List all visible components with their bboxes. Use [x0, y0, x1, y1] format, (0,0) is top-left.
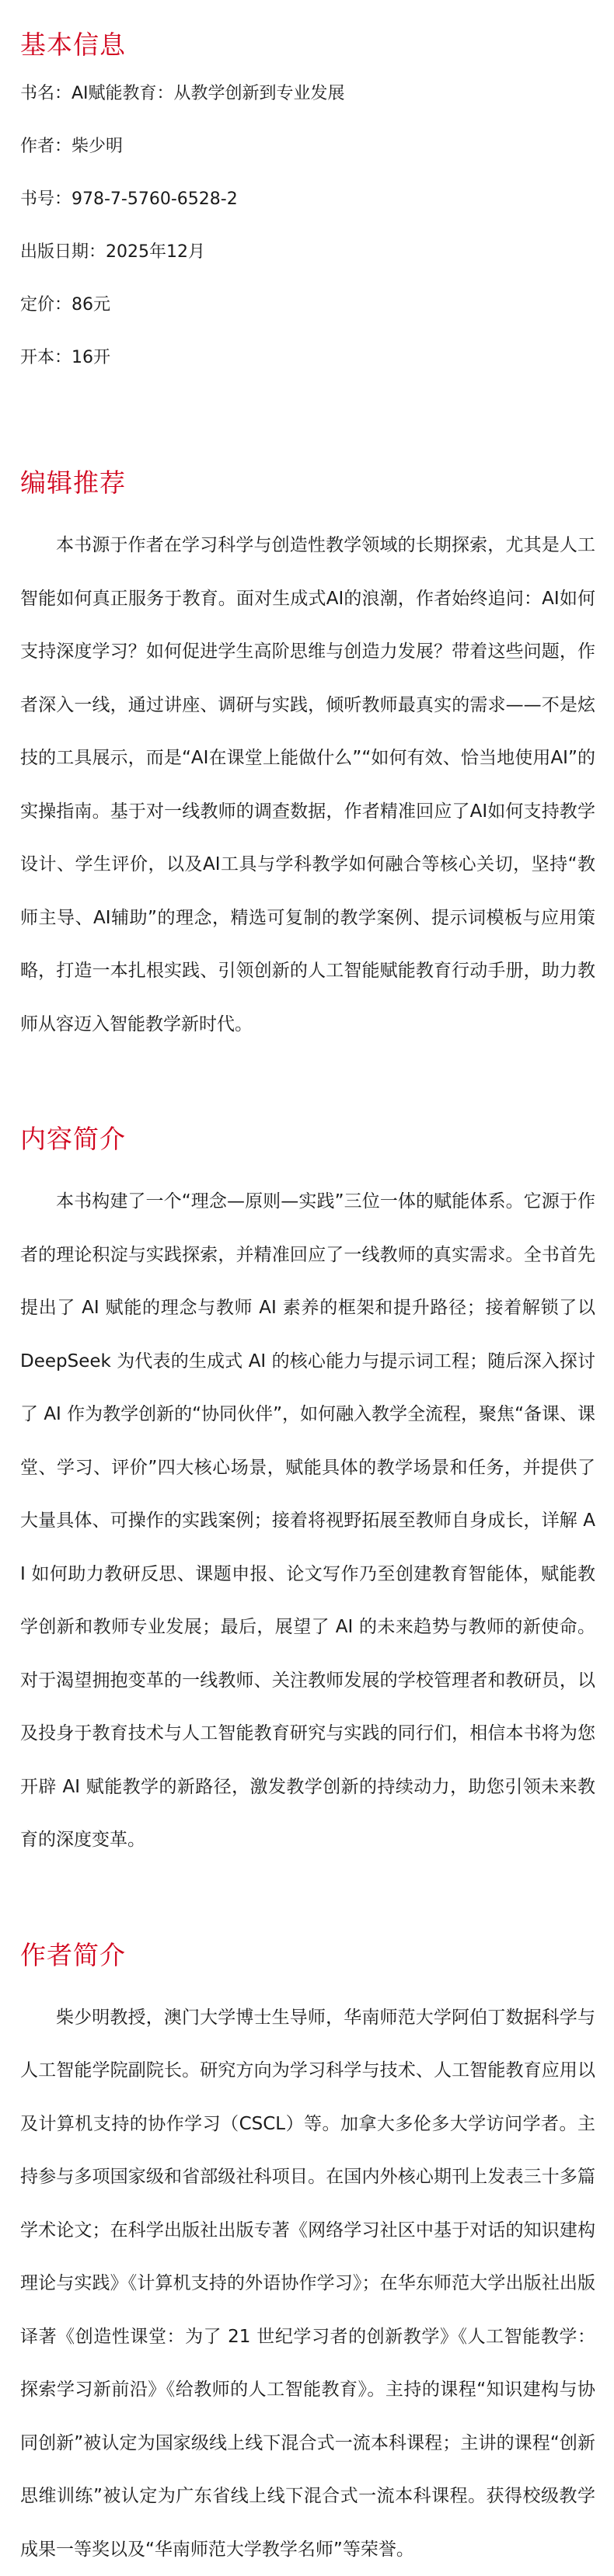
format-line: 开本：16开 — [20, 345, 595, 371]
price-line: 定价：86元 — [20, 292, 595, 318]
author-intro-section — [20, 1940, 595, 2576]
editor-recommendation-heading: 编辑推荐 — [20, 468, 595, 499]
section-spacer — [20, 1867, 595, 1926]
editor-recommendation-text: 本书源于作者在学习科学与创造性教学领域的长期探索，尤其是人工智能如何真正服务于教育。面对生成式AI的浪潮，作者始终追问：AI如何支持深度学习？如何促进学生高阶思维与创造力发展？带着这些问题，作者深入一线，通过讲座、调研与实践，倾听教师最真实的需求——不是炫技的工具展示，而是“AI在课堂上能做什么”“如何有效、恰当地使用AI”的实操指南。基于对一线教师的调查数据，作者精准回应了AI如何支持教学设计、学生评价，以及AI工具与学科教学如何融合等核心关切，坚持“教师主导、AI辅助”的理念，精选可复制的教学案例、提示词模板与应用策略，打造一本扎根实践、引领创新的人工智能赋能教育行动手册，助力教师从容迈入智能教学新时代。 — [20, 519, 595, 1051]
isbn-line: 书号：978-7-5760-6528-2 — [20, 186, 595, 213]
author-intro-heading: 作者简介 — [20, 1940, 595, 1971]
author-line: 作者：柴少明 — [20, 134, 595, 160]
content-summary-section — [20, 1124, 595, 1867]
basic-info-section — [20, 30, 595, 371]
basic-info-heading: 基本信息 — [20, 30, 595, 61]
content-summary-text: 本书构建了一个“理念—原则—实践”三位一体的赋能体系。它源于作者的理论积淀与实践探索，并精准回应了一线教师的真实需求。全书首先提出了 AI 赋能的理念与教师 AI 素养的框架和提升路径；接着解锁了以 DeepSeek 为代表的生成式 AI 的核心能力与提示词工程；随后深入探讨了 AI 作为教学创新的“协同伙伴”，如何融入教学全流程，聚焦“备课、课堂、学习、评价”四大核心场景，赋能具体的教学场景和任务，并提供了大量具体、可操作的实践案例；接着将视野拓展至教师自身成长，详解 AI 如何助力教研反思、课题申报、论文写作乃至创建教育智能体，赋能教学创新和教师专业发展；最后，展望了 AI 的未来趋势与教师的新使命。对于渴望拥抱变革的一线教师、关注教师发展的学校管理者和教研员，以及投身于教育技术与人工智能教育研究与实践的同行们，相信本书将为您开辟 AI 赋能教学的新路径，激发教学创新的持续动力，助您引领未来教育的深度变革。 — [20, 1175, 595, 1867]
section-spacer — [20, 398, 595, 454]
publish-date-line: 出版日期：2025年12月 — [20, 239, 595, 266]
book-title-line: 书名：AI赋能教育：从教学创新到专业发展 — [20, 81, 595, 107]
author-intro-text: 柴少明教授，澳门大学博士生导师，华南师范大学阿伯丁数据科学与人工智能学院副院长。研究方向为学习科学与技术、人工智能教育应用以及计算机支持的协作学习（CSCL）等。加拿大多伦多大学访问学者。主持参与多项国家级和省部级社科项目。在国内外核心期刊上发表三十多篇学术论文；在科学出版社出版专著《网络学习社区中基于对话的知识建构理论与实践》《计算机支持的外语协作学习》；在华东师范大学出版社出版译著《创造性课堂：为了 21 世纪学习者的创新教学》《人工智能教学：探索学习新前沿》《给教师的人工智能教育》。主持的课程“知识建构与协同创新”被认定为国家级线上线下混合式一流本科课程；主讲的课程“创新思维训练”被认定为广东省线上线下混合式一流本科课程。获得校级教学成果一等奖以及“华南师范大学教学名师”等荣誉。 — [20, 1991, 595, 2576]
content-summary-heading: 内容简介 — [20, 1124, 595, 1155]
section-spacer — [20, 1051, 595, 1110]
editor-recommendation-section — [20, 468, 595, 1051]
